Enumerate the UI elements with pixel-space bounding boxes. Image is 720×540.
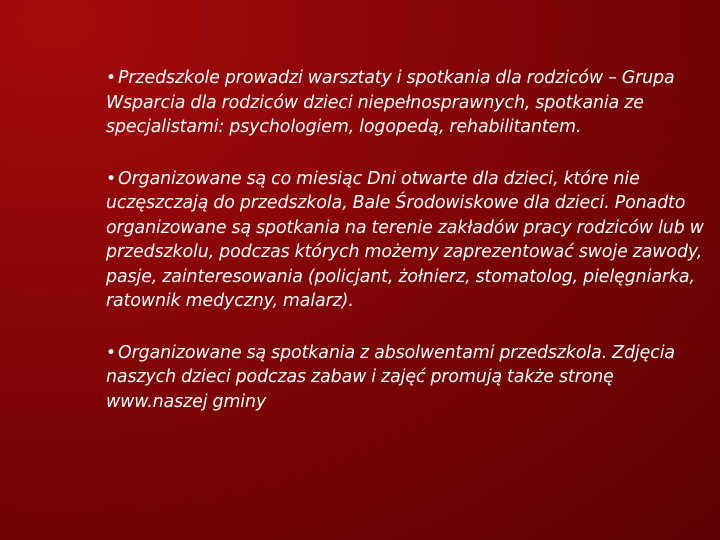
bullet-dot-icon: • (106, 68, 116, 88)
bullet-dot-icon: • (106, 342, 116, 363)
bullet-text: Przedszkole prowadzi warsztaty i spotkania dla rodziców – Grupa Wsparcia dla rodziców dzieci niepełnosprawnych, spotkania ze specjalistami: psychologiem, logopedą, rehabilitantem. (106, 68, 675, 137)
bullet-item-alumni (106, 341, 706, 415)
bullet-dot-icon: • (106, 168, 116, 189)
bullet-list (106, 66, 706, 441)
bullet-item-workshops (106, 66, 706, 140)
bullet-item-open-days (106, 167, 706, 314)
bullet-text: Organizowane są spotkania z absolwentami przedszkola. Zdjęcia naszych dzieci podczas zabaw i zajęć promują także stronę www.naszej gminy (106, 342, 675, 412)
bullet-text: Organizowane są co miesiąc Dni otwarte dla dzieci, które nie uczęszczają do przedszkola, Bale Środowiskowe dla dzieci. Ponadto organizowane są spotkania na terenie zakładów pracy rodziców lub w przedszkolu, podczas których możemy zaprezentować swoje zawody, pasje, zainteresowania (policjant, żołnierz, stomatolog, pielęgniarka, ratownik medyczny, malarz). (106, 168, 704, 311)
